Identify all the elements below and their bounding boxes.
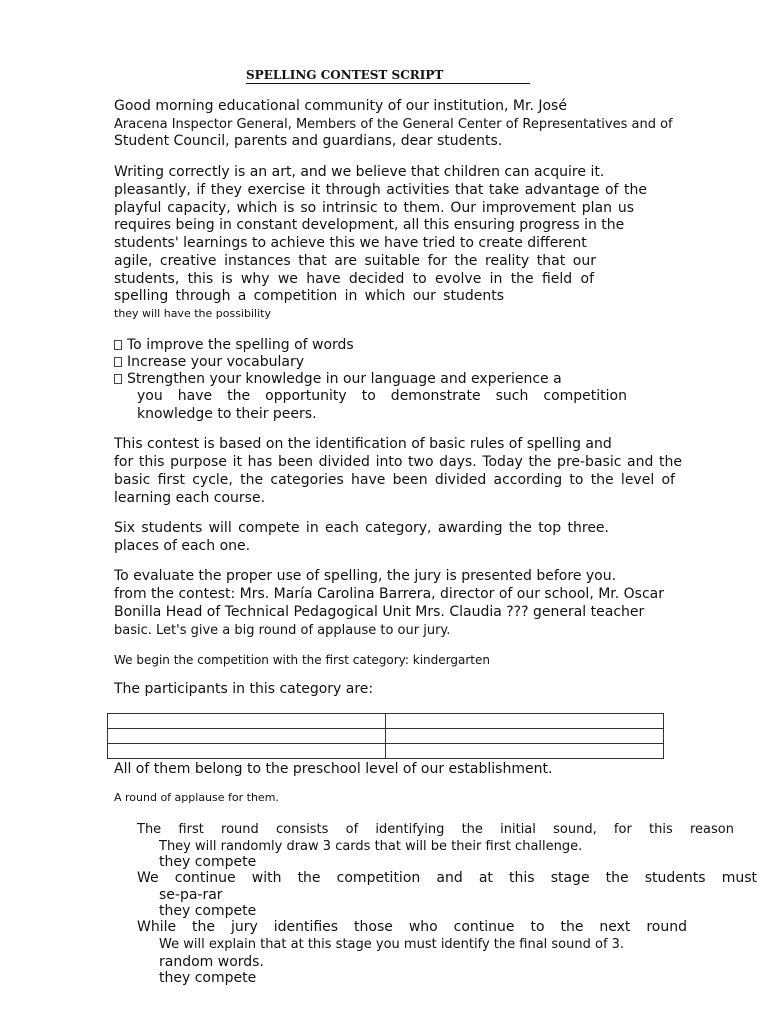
intro-line: spelling through a competition in which our students: [114, 288, 504, 305]
table-row: [108, 744, 664, 759]
intro-line: they will have the possibility: [114, 307, 271, 320]
intro-line: students' learnings to achieve this we have tried to create different: [114, 235, 587, 252]
bullet-continuation: knowledge to their peers.: [137, 406, 317, 422]
round-line: We continue with the competition and at this stage the students must: [137, 870, 757, 886]
table-cell: [386, 744, 664, 759]
basis-line: learning each course.: [114, 490, 266, 506]
bullet-continuation: you have the opportunity to demonstrate such competition: [137, 388, 627, 404]
bullet-item: [114, 371, 562, 389]
table-cell: [386, 729, 664, 744]
intro-line: requires being in constant development, all this ensuring progress in the: [114, 217, 625, 234]
basis-line: for this purpose it has been divided into two days. Today the pre-basic and the: [114, 454, 682, 470]
participants-table: [107, 713, 664, 759]
intro-line: pleasantly, if they exercise it through activities that take advantage of the: [114, 182, 647, 198]
participants-heading: The participants in this category are:: [114, 681, 374, 697]
basis-line: basic first cycle, the categories have been divided according to the level of: [114, 472, 675, 488]
six-students-line: Six students will compete in each category, awarding the top three.: [114, 520, 609, 536]
round-detail: We will explain that at this stage you must identify the final sound of 3.: [159, 937, 625, 952]
bullet-text: Increase your vocabulary: [127, 354, 305, 370]
first-category: We begin the competition with the first category: kindergarten: [114, 653, 490, 667]
compete-line: they compete: [159, 854, 257, 870]
jury-line: basic. Let's give a big round of applause to our jury.: [114, 623, 451, 638]
bullet-item: [114, 354, 304, 372]
page-title: SPELLING CONTEST SCRIPT: [246, 68, 530, 84]
greeting-line-1: Good morning educational community of our institution, Mr. José: [114, 98, 567, 114]
table-row: [108, 729, 664, 744]
round-line: While the jury identifies those who continue to the next round: [137, 919, 687, 935]
jury-line: To evaluate the proper use of spelling, the jury is presented before you.: [114, 568, 617, 584]
applause-note: A round of applause for them.: [114, 791, 279, 804]
basis-line: This contest is based on the identification of basic rules of spelling and: [114, 436, 612, 452]
table-cell: [108, 744, 386, 759]
checkbox-icon: [114, 340, 122, 350]
compete-line: they compete: [159, 903, 257, 919]
table-cell: [386, 714, 664, 729]
jury-line: from the contest: Mrs. María Carolina Barrera, director of our school, Mr. Oscar: [114, 586, 665, 602]
greeting-line-2: Aracena Inspector General, Members of the General Center of Representatives and of: [114, 117, 673, 132]
round-detail: They will randomly draw 3 cards that will be their first challenge.: [159, 839, 583, 854]
intro-line: agile, creative instances that are suitable for the reality that our: [114, 252, 596, 269]
round-detail: se-pa-rar: [159, 887, 223, 903]
table-cell: [108, 714, 386, 729]
table-row: [108, 714, 664, 729]
preschool-note: All of them belong to the preschool level of our establishment.: [114, 761, 553, 777]
intro-line: Writing correctly is an art, and we believe that children can acquire it.: [114, 164, 605, 180]
greeting-line-3: Student Council, parents and guardians, dear students.: [114, 133, 503, 149]
round-detail: random words.: [159, 954, 264, 970]
checkbox-icon: [114, 357, 122, 367]
jury-line: Bonilla Head of Technical Pedagogical Unit Mrs. Claudia ??? general teacher: [114, 604, 645, 620]
table-cell: [108, 729, 386, 744]
intro-line: playful capacity, which is so intrinsic to them. Our improvement plan us: [114, 199, 634, 216]
six-students-line: places of each one.: [114, 538, 251, 554]
compete-line: they compete: [159, 970, 257, 986]
round-line: The first round consists of identifying the initial sound, for this reason: [137, 822, 734, 837]
bullet-text: Strengthen your knowledge in our language and experience a: [127, 371, 562, 387]
checkbox-icon: [114, 374, 122, 384]
bullet-item: [114, 337, 354, 355]
bullet-text: To improve the spelling of words: [127, 337, 354, 353]
intro-line: students, this is why we have decided to evolve in the field of: [114, 270, 594, 287]
